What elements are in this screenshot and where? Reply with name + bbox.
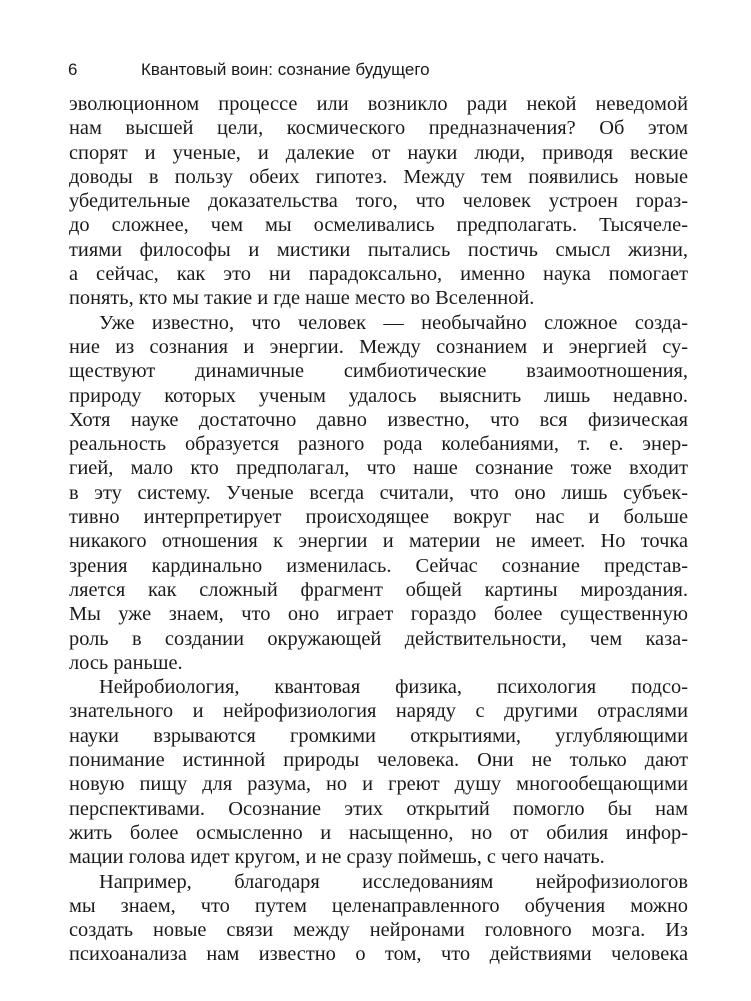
- text-line: нам высшей цели, космического предназначения? Об этом: [69, 117, 688, 140]
- text-line: понимание истинной природы человека. Они не только дают: [69, 749, 688, 772]
- text-line: Например, благодаря исследованиям нейрофизиологов: [99, 870, 688, 893]
- text-line: ляется как сложный фрагмент общей картины мироздания.: [69, 578, 688, 601]
- running-title: Квантовый воин: сознание будущего: [141, 60, 430, 79]
- text-line: знательного и нейрофизиология наряду с другими отраслями: [69, 700, 688, 723]
- paragraph: [69, 92, 688, 311]
- text-line: Хотя науке достаточно давно известно, что вся физическая: [69, 408, 688, 431]
- text-line: гией, мало кто предполагал, что наше сознание тоже входит: [69, 457, 688, 480]
- text-line: эволюционном процессе или возникло ради некой неведомой: [69, 93, 688, 115]
- page-number: 6: [68, 60, 78, 79]
- text-line: никакого отношения к энергии и материи не имеет. Но точка: [69, 530, 688, 553]
- text-line: Мы уже знаем, что оно играет гораздо более существенную: [69, 603, 688, 626]
- text-line: природу которых ученым удалось выяснить лишь недавно.: [69, 384, 688, 407]
- text-line: тиями философы и мистики пытались постичь смысл жизни,: [69, 238, 688, 261]
- text-line: жить более осмысленно и насыщенно, но от обилия инфор-: [69, 821, 688, 844]
- text-line: доводы в пользу обеих гипотез. Между тем появились новые: [69, 165, 688, 188]
- text-line: в эту систему. Ученые всегда считали, что оно лишь субъек-: [69, 481, 688, 504]
- text-line: а сейчас, как это ни парадоксально, именно наука помогает: [69, 263, 688, 286]
- text-line: Уже известно, что человек — необычайно сложное созда-: [99, 311, 688, 334]
- text-line: ние из сознания и энергии. Между сознанием и энергией су-: [69, 335, 688, 358]
- text-line: роль в создании окружающей действительности, чем каза-: [69, 627, 688, 650]
- running-head: [68, 58, 688, 82]
- text-line: новую пищу для разума, но и греют душу многообещающими: [69, 773, 688, 796]
- text-line: ществуют динамичные симбиотические взаимоотношения,: [69, 360, 688, 383]
- text-line: лось раньше.: [69, 651, 183, 674]
- text-line: психоанализа нам известно о том, что действиями человека: [69, 943, 688, 966]
- text-line: убедительные доказательства того, что человек устроен гораз-: [69, 190, 688, 213]
- paragraph: [69, 311, 688, 675]
- text-line: мации голова идет кругом, и не сразу поймешь, с чего начать.: [69, 846, 605, 869]
- text-line: тивно интерпретирует происходящее вокруг нас и больше: [69, 506, 688, 529]
- text-line: спорят и ученые, и далекие от науки люди, приводя веские: [69, 141, 688, 164]
- text-line: Нейробиология, квантовая физика, психология подсо-: [99, 676, 688, 699]
- text-line: зрения кардинально изменилась. Сейчас сознание представ-: [69, 554, 688, 577]
- paragraph: [69, 870, 688, 967]
- text-line: понять, кто мы такие и где наше место во Вселенной.: [69, 287, 535, 310]
- text-line: реальность образуется разного рода колебаниями, т. е. энер-: [69, 433, 688, 456]
- body-text: [69, 92, 688, 967]
- paragraph: [69, 675, 688, 869]
- text-line: перспективами. Осознание этих открытий помогло бы нам: [69, 797, 688, 820]
- text-line: до сложнее, чем мы осмеливались предполагать. Тысячеле-: [69, 214, 688, 237]
- text-line: науки взрываются громкими открытиями, углубляющими: [69, 724, 688, 747]
- text-line: создать новые связи между нейронами головного мозга. Из: [69, 919, 688, 942]
- text-line: мы знаем, что путем целенаправленного обучения можно: [69, 894, 688, 917]
